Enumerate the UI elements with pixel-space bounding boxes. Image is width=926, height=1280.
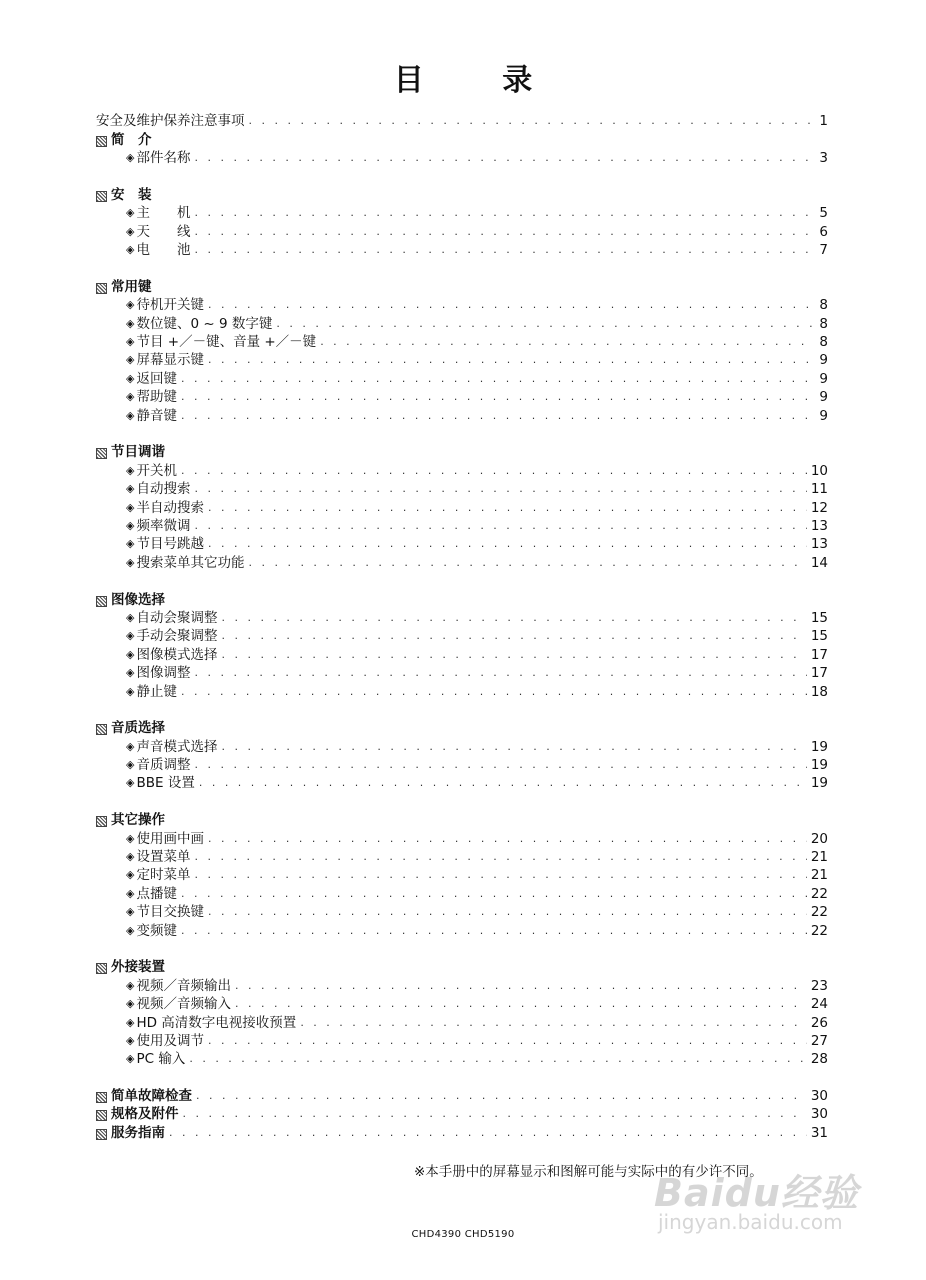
dot-leader <box>194 206 815 220</box>
diamond-bullet-icon: ◈ <box>126 463 135 477</box>
dot-leader <box>208 537 807 551</box>
toc-label: 半自动搜索 <box>136 499 204 516</box>
toc-section <box>96 130 828 148</box>
toc-label: 待机开关键 <box>136 297 204 314</box>
page-title: 目 录 <box>393 63 567 98</box>
dot-leader <box>221 648 806 662</box>
diamond-bullet-icon: ◈ <box>126 1033 135 1047</box>
dot-leader <box>183 1107 807 1121</box>
toc-subentry <box>96 645 828 663</box>
dot-leader <box>208 298 815 312</box>
page-number: 11 <box>810 481 828 498</box>
dot-leader <box>181 390 815 404</box>
toc-label: 自动搜索 <box>136 481 191 498</box>
diamond-bullet-icon: ◈ <box>126 684 135 698</box>
section-gap <box>96 940 828 958</box>
hatched-square-icon <box>96 596 107 607</box>
page-number: 8 <box>819 315 828 332</box>
dot-leader <box>208 832 807 846</box>
toc-label: BBE 设置 <box>136 775 195 792</box>
toc-subentry <box>96 627 828 645</box>
toc-label: 节目 +／－键、音量 +／－键 <box>136 334 317 351</box>
toc-label: 使用及调节 <box>136 1032 204 1049</box>
diamond-bullet-icon: ◈ <box>126 555 135 569</box>
toc-section <box>96 278 828 296</box>
footnote: ※本手册中的屏幕显示和图解可能与实际中的有少许不同。 <box>414 1164 763 1180</box>
toc-label: 变频键 <box>136 922 177 939</box>
section-gap <box>96 1068 828 1086</box>
section-gap <box>96 425 828 443</box>
hatched-square-icon <box>96 724 107 735</box>
page-number: 19 <box>810 757 828 774</box>
dot-leader <box>249 114 816 128</box>
diamond-bullet-icon: ◈ <box>126 647 135 661</box>
page-number: 30 <box>810 1088 828 1105</box>
page-number: 30 <box>810 1106 828 1123</box>
diamond-bullet-icon: ◈ <box>126 997 135 1011</box>
hatched-square-icon <box>96 448 107 459</box>
page-number: 21 <box>810 849 828 866</box>
dot-leader <box>194 519 806 533</box>
diamond-bullet-icon: ◈ <box>126 610 135 624</box>
toc-label: 开关机 <box>136 462 177 479</box>
diamond-bullet-icon: ◈ <box>126 923 135 937</box>
dot-leader <box>208 501 807 515</box>
page-number: 7 <box>819 242 828 259</box>
diamond-bullet-icon: ◈ <box>126 850 135 864</box>
diamond-bullet-icon: ◈ <box>126 353 135 367</box>
toc-label: 节目调谐 <box>111 444 165 461</box>
page-number: 18 <box>810 683 828 700</box>
toc-label: 定时菜单 <box>136 867 191 884</box>
diamond-bullet-icon: ◈ <box>126 868 135 882</box>
watermark <box>654 1162 874 1242</box>
toc-label: 图像调整 <box>136 665 191 682</box>
toc-subentry <box>96 682 828 700</box>
page-number: 9 <box>819 407 828 424</box>
dot-leader <box>320 335 815 349</box>
toc-subentry <box>96 737 828 755</box>
page-number: 22 <box>810 922 828 939</box>
page-number: 19 <box>810 738 828 755</box>
toc-label: 数位键、0 ~ 9 数字键 <box>136 315 273 332</box>
dot-leader <box>194 666 806 680</box>
dot-leader <box>181 409 815 423</box>
toc-subentry <box>96 149 828 167</box>
diamond-bullet-icon: ◈ <box>126 206 135 220</box>
page-number: 23 <box>810 977 828 994</box>
toc-subentry <box>96 609 828 627</box>
toc-label: 使用画中画 <box>136 830 204 847</box>
page-number: 8 <box>819 297 828 314</box>
toc-subentry <box>96 296 828 314</box>
page-number: 9 <box>819 352 828 369</box>
toc-label: 简单故障检查 <box>111 1088 192 1105</box>
toc-label: 设置菜单 <box>136 849 191 866</box>
diamond-bullet-icon: ◈ <box>126 408 135 422</box>
toc-subentry <box>96 351 828 369</box>
diamond-bullet-icon: ◈ <box>126 537 135 551</box>
diamond-bullet-icon: ◈ <box>126 482 135 496</box>
toc-subentry <box>96 222 828 240</box>
toc-subentry <box>96 774 828 792</box>
page-number: 22 <box>810 885 828 902</box>
toc-label: PC 输入 <box>136 1051 186 1068</box>
toc-subentry <box>96 664 828 682</box>
page-number: 9 <box>819 389 828 406</box>
toc-label: 静音键 <box>136 407 177 424</box>
table-of-contents <box>96 112 828 1142</box>
toc-section <box>96 1087 828 1105</box>
page-number: 9 <box>819 370 828 387</box>
toc-subentry <box>96 756 828 774</box>
page-number: 3 <box>819 150 828 167</box>
toc-section <box>96 443 828 461</box>
toc-label: 搜索菜单其它功能 <box>136 554 245 571</box>
toc-subentry <box>96 903 828 921</box>
page-number: 6 <box>819 223 828 240</box>
toc-label: 帮助键 <box>136 389 177 406</box>
toc-subentry <box>96 921 828 939</box>
dot-leader <box>194 243 815 257</box>
section-gap <box>96 167 828 185</box>
page-number: 15 <box>810 628 828 645</box>
page-number: 5 <box>819 205 828 222</box>
diamond-bullet-icon: ◈ <box>126 151 135 165</box>
toc-label: 其它操作 <box>111 812 165 829</box>
dot-leader <box>196 1089 807 1103</box>
toc-label: 手动会聚调整 <box>136 628 218 645</box>
page-number: 28 <box>810 1051 828 1068</box>
dot-leader <box>194 225 815 239</box>
toc-subentry <box>96 884 828 902</box>
toc-subentry <box>96 388 828 406</box>
dot-leader <box>194 868 806 882</box>
page-number: 17 <box>810 665 828 682</box>
page-number: 8 <box>819 334 828 351</box>
dot-leader <box>181 887 807 901</box>
toc-section <box>96 719 828 737</box>
dot-leader <box>181 372 815 386</box>
diamond-bullet-icon: ◈ <box>126 1015 135 1029</box>
toc-label: 音质调整 <box>136 757 191 774</box>
toc-subentry <box>96 333 828 351</box>
diamond-bullet-icon: ◈ <box>126 316 135 330</box>
diamond-bullet-icon: ◈ <box>126 776 135 790</box>
dot-leader <box>208 353 815 367</box>
toc-label: 规格及附件 <box>111 1106 179 1123</box>
diamond-bullet-icon: ◈ <box>126 739 135 753</box>
dot-leader <box>221 611 806 625</box>
diamond-bullet-icon: ◈ <box>126 1052 135 1066</box>
toc-subentry <box>96 204 828 222</box>
toc-label: 图像模式选择 <box>136 646 218 663</box>
dot-leader <box>208 905 807 919</box>
dot-leader <box>221 740 806 754</box>
toc-label: 常用键 <box>111 278 152 295</box>
toc-label: 安全及维护保养注意事项 <box>96 113 245 130</box>
toc-subentry <box>96 866 828 884</box>
toc-label: 视频／音频输出 <box>136 977 231 994</box>
diamond-bullet-icon: ◈ <box>126 886 135 900</box>
hatched-square-icon <box>96 1129 107 1140</box>
dot-leader <box>199 776 807 790</box>
page-number: 26 <box>810 1014 828 1031</box>
diamond-bullet-icon: ◈ <box>126 243 135 257</box>
toc-label: 点播键 <box>136 885 177 902</box>
section-gap <box>96 572 828 590</box>
diamond-bullet-icon: ◈ <box>126 629 135 643</box>
toc-subentry <box>96 848 828 866</box>
toc-subentry <box>96 1013 828 1031</box>
toc-subentry <box>96 369 828 387</box>
toc-label: 电 池 <box>136 242 191 259</box>
page-number: 24 <box>810 996 828 1013</box>
toc-section <box>96 1105 828 1123</box>
diamond-bullet-icon: ◈ <box>126 335 135 349</box>
diamond-bullet-icon: ◈ <box>126 758 135 772</box>
hatched-square-icon <box>96 136 107 147</box>
diamond-bullet-icon: ◈ <box>126 371 135 385</box>
toc-label: 主 机 <box>136 205 191 222</box>
toc-subentry <box>96 829 828 847</box>
diamond-bullet-icon: ◈ <box>126 298 135 312</box>
hatched-square-icon <box>96 1110 107 1121</box>
toc-label: 节目交换键 <box>136 904 204 921</box>
diamond-bullet-icon: ◈ <box>126 390 135 404</box>
toc-label: 视频／音频输入 <box>136 996 231 1013</box>
toc-subentry <box>96 406 828 424</box>
toc-section <box>96 186 828 204</box>
dot-leader <box>248 556 806 570</box>
dot-leader <box>181 685 807 699</box>
toc-section <box>96 590 828 608</box>
toc-subentry <box>96 498 828 516</box>
dot-leader <box>169 1126 807 1140</box>
page-number: 19 <box>810 775 828 792</box>
toc-subentry <box>96 1050 828 1068</box>
toc-entry <box>96 112 828 130</box>
page-number: 13 <box>810 536 828 553</box>
page-number: 22 <box>810 904 828 921</box>
hatched-square-icon <box>96 283 107 294</box>
hatched-square-icon <box>96 816 107 827</box>
toc-subentry <box>96 995 828 1013</box>
model-numbers: CHD4390 CHD5190 <box>411 1229 515 1240</box>
page-number: 27 <box>810 1032 828 1049</box>
dot-leader <box>181 464 807 478</box>
page-number: 13 <box>810 517 828 534</box>
page-number: 20 <box>810 830 828 847</box>
toc-label: 部件名称 <box>136 150 191 167</box>
diamond-bullet-icon: ◈ <box>126 831 135 845</box>
toc-label: 安 装 <box>111 186 152 203</box>
toc-subentry <box>96 1032 828 1050</box>
page-number: 12 <box>810 499 828 516</box>
watermark-url: jingyan.baidu.com <box>658 1210 843 1234</box>
watermark-logo: Baidu经验 <box>654 1171 859 1215</box>
dot-leader <box>189 1052 806 1066</box>
dot-leader <box>208 1034 807 1048</box>
toc-subentry <box>96 241 828 259</box>
toc-label: 声音模式选择 <box>136 738 218 755</box>
toc-subentry <box>96 535 828 553</box>
diamond-bullet-icon: ◈ <box>126 905 135 919</box>
toc-subentry <box>96 976 828 994</box>
diamond-bullet-icon: ◈ <box>126 666 135 680</box>
toc-subentry <box>96 480 828 498</box>
toc-label: 返回键 <box>136 370 177 387</box>
hatched-square-icon <box>96 963 107 974</box>
hatched-square-icon <box>96 191 107 202</box>
toc-label: 外接装置 <box>111 959 165 976</box>
diamond-bullet-icon: ◈ <box>126 518 135 532</box>
dot-leader <box>194 758 806 772</box>
toc-subentry <box>96 553 828 571</box>
toc-label: 简 介 <box>111 131 152 148</box>
diamond-bullet-icon: ◈ <box>126 224 135 238</box>
toc-section <box>96 811 828 829</box>
diamond-bullet-icon: ◈ <box>126 978 135 992</box>
hatched-square-icon <box>96 1092 107 1103</box>
toc-label: 屏幕显示键 <box>136 352 204 369</box>
diamond-bullet-icon: ◈ <box>126 500 135 514</box>
toc-label: 图像选择 <box>111 591 165 608</box>
toc-label: 天 线 <box>136 223 191 240</box>
toc-label: 音质选择 <box>111 720 165 737</box>
toc-subentry <box>96 461 828 479</box>
toc-label: 节目号跳越 <box>136 536 204 553</box>
dot-leader <box>194 850 806 864</box>
toc-subentry <box>96 314 828 332</box>
page-number: 15 <box>810 609 828 626</box>
section-gap <box>96 259 828 277</box>
page-number: 21 <box>810 867 828 884</box>
page-number: 1 <box>819 113 828 130</box>
toc-label: 静止键 <box>136 683 177 700</box>
toc-label: 自动会聚调整 <box>136 609 218 626</box>
toc-label: 服务指南 <box>111 1124 165 1141</box>
toc-section <box>96 958 828 976</box>
dot-leader <box>235 979 807 993</box>
toc-label: 频率微调 <box>136 517 191 534</box>
dot-leader <box>300 1016 807 1030</box>
toc-section <box>96 1123 828 1141</box>
dot-leader <box>276 317 815 331</box>
dot-leader <box>221 629 806 643</box>
dot-leader <box>194 482 806 496</box>
dot-leader <box>181 924 807 938</box>
section-gap <box>96 792 828 810</box>
toc-subentry <box>96 517 828 535</box>
page-number: 31 <box>810 1124 828 1141</box>
dot-leader <box>235 997 807 1011</box>
section-gap <box>96 701 828 719</box>
page-number: 14 <box>810 554 828 571</box>
toc-label: HD 高清数字电视接收预置 <box>136 1014 297 1031</box>
page-number: 17 <box>810 646 828 663</box>
dot-leader <box>194 151 815 165</box>
page-number: 10 <box>810 462 828 479</box>
